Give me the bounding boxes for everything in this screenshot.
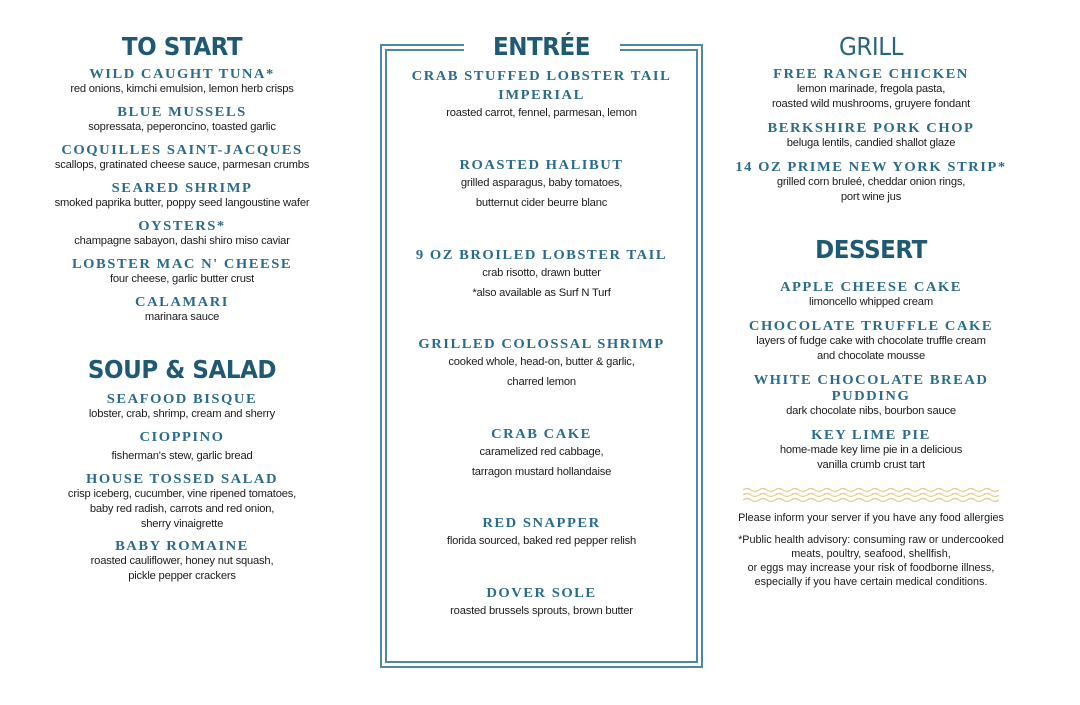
- item-name: DOVER SOLE: [486, 585, 597, 600]
- item-description: crab risotto, drawn butter: [482, 267, 601, 279]
- item-description: port wine jus: [840, 191, 902, 203]
- menu-item: [32, 294, 332, 325]
- item-name: CIOPPINO: [139, 429, 225, 444]
- right-column: [724, 32, 1018, 589]
- item-description: and chocolate mousse: [817, 350, 925, 362]
- item-description: champagne sabayon, dashi shiro miso caviar: [74, 235, 290, 247]
- wavy-divider-icon: [743, 487, 999, 503]
- item-description: layers of fudge cake with chocolate truffle cream: [756, 335, 986, 347]
- item-description: *also available as Surf N Turf: [472, 287, 611, 299]
- item-name: ROASTED HALIBUT: [459, 157, 624, 172]
- notes: [724, 487, 1018, 589]
- item-description: vanilla crumb crust tart: [817, 459, 925, 471]
- menu-item: [390, 426, 693, 482]
- menu-item: [32, 218, 332, 249]
- item-name: APPLE CHEESE CAKE: [779, 279, 963, 294]
- item-description: fisherman's stew, garlic bread: [111, 450, 253, 462]
- menu-item: [724, 279, 1018, 310]
- advisory-line: especially if you have certain medical conditions.: [754, 576, 988, 588]
- item-description: smoked paprika butter, poppy seed langoustine wafer: [54, 197, 310, 209]
- menu-item: [32, 104, 332, 135]
- advisory-line: or eggs may increase your risk of foodborne illness,: [747, 562, 995, 574]
- entree-panel: [380, 32, 703, 668]
- item-description: baby red radish, carrots and red onion,: [89, 503, 275, 515]
- item-name: CALAMARI: [135, 294, 229, 309]
- item-name: WILD CAUGHT TUNA*: [89, 66, 275, 81]
- menu-item: [32, 66, 332, 97]
- item-description: marinara sauce: [144, 311, 220, 323]
- section-title-to-start: TO START: [121, 32, 243, 61]
- item-name: WHITE CHOCOLATE BREAD: [753, 372, 989, 387]
- item-description: roasted wild mushrooms, gruyere fondant: [771, 98, 971, 110]
- health-advisory: [724, 533, 1018, 589]
- item-description: sherry vinaigrette: [140, 518, 224, 530]
- menu-item: [32, 471, 332, 532]
- item-description: roasted brussels sprouts, brown butter: [450, 605, 633, 617]
- item-name: 9 OZ BROILED LOBSTER TAIL: [415, 247, 668, 262]
- menu-item: [32, 538, 332, 584]
- menu-item: [32, 256, 332, 287]
- item-description: caramelized red cabbage,: [479, 446, 604, 458]
- menu-item: [390, 247, 693, 303]
- item-description: florida sourced, baked red pepper relish: [446, 535, 637, 547]
- item-description: roasted carrot, fennel, parmesan, lemon: [446, 107, 637, 119]
- item-name: IMPERIAL: [498, 87, 585, 102]
- item-name: SEAFOOD BISQUE: [106, 391, 258, 406]
- section-title-grill: GRILL: [839, 32, 903, 61]
- menu-item: [390, 68, 693, 123]
- menu-item: [724, 318, 1018, 364]
- menu-item: [724, 159, 1018, 205]
- item-name: LOBSTER MAC N' CHEESE: [71, 256, 293, 271]
- item-description: lemon marinade, fregola pasta,: [796, 83, 946, 95]
- item-description: butternut cider beurre blanc: [475, 197, 608, 209]
- item-description: charred lemon: [507, 376, 576, 388]
- item-description: home-made key lime pie in a delicious: [779, 444, 963, 456]
- section-title-entree: ENTRÉE: [492, 32, 591, 61]
- left-column: [32, 32, 332, 584]
- item-name: GRILLED COLOSSAL SHRIMP: [418, 336, 665, 351]
- entree-heading-wrap: [380, 32, 703, 62]
- menu-item: [32, 142, 332, 173]
- allergy-notice: Please inform your server if you have any food allergies: [738, 512, 1004, 524]
- item-description: cooked whole, head-on, butter & garlic,: [448, 356, 635, 368]
- item-name: SEARED SHRIMP: [111, 180, 253, 195]
- section-title-soup-salad: SOUP & SALAD: [87, 355, 277, 384]
- advisory-line: meats, poultry, seafood, shellfish,: [791, 548, 951, 560]
- item-description: four cheese, garlic butter crust: [109, 273, 255, 285]
- item-description: tarragon mustard hollandaise: [471, 466, 612, 478]
- item-name: KEY LIME PIE: [811, 427, 931, 442]
- item-name: BLUE MUSSELS: [117, 104, 247, 119]
- item-description: dark chocolate nibs, bourbon sauce: [786, 405, 956, 417]
- menu-item: [724, 372, 1018, 419]
- item-description: scallops, gratinated cheese sauce, parmesan crumbs: [54, 159, 310, 171]
- item-description: lobster, crab, shrimp, cream and sherry: [88, 408, 276, 420]
- item-name: CRAB STUFFED LOBSTER TAIL: [411, 68, 672, 83]
- item-name: 14 OZ PRIME NEW YORK STRIP*: [735, 159, 1007, 174]
- advisory-line: *Public health advisory: consuming raw or undercooked: [738, 534, 1004, 546]
- item-name: RED SNAPPER: [482, 515, 601, 530]
- item-description: beluga lentils, candied shallot glaze: [786, 137, 956, 149]
- item-description: sopressata, peperoncino, toasted garlic: [88, 121, 276, 133]
- menu-item: [390, 336, 693, 392]
- item-description: roasted cauliflower, honey nut squash,: [90, 555, 274, 567]
- menu-item: [32, 391, 332, 422]
- menu-item: [724, 120, 1018, 151]
- menu-item: [32, 429, 332, 464]
- item-name: BERKSHIRE PORK CHOP: [767, 120, 975, 135]
- item-description: grilled asparagus, baby tomatoes,: [460, 177, 623, 189]
- menu-item: [724, 427, 1018, 473]
- item-description: grilled corn bruleé, cheddar onion rings,: [776, 176, 966, 188]
- item-name: COQUILLES SAINT-JACQUES: [61, 142, 303, 157]
- item-name: CHOCOLATE TRUFFLE CAKE: [748, 318, 994, 333]
- menu-item: [32, 180, 332, 211]
- item-name: BABY ROMAINE: [115, 538, 249, 553]
- menu-item: [724, 66, 1018, 112]
- menu-item: [390, 585, 693, 621]
- item-description: limoncello whipped cream: [809, 296, 933, 308]
- item-name: OYSTERS*: [138, 218, 226, 233]
- item-description: red onions, kimchi emulsion, lemon herb crisps: [70, 83, 294, 95]
- item-name: PUDDING: [831, 388, 911, 403]
- section-title-dessert: DESSERT: [815, 235, 927, 264]
- menu-item: [390, 157, 693, 213]
- menu-item: [390, 515, 693, 551]
- item-description: crisp iceberg, cucumber, vine ripened tomatoes,: [67, 488, 297, 500]
- item-name: HOUSE TOSSED SALAD: [85, 471, 278, 486]
- item-description: pickle pepper crackers: [128, 570, 236, 582]
- item-name: CRAB CAKE: [491, 426, 592, 441]
- item-name: FREE RANGE CHICKEN: [773, 66, 969, 81]
